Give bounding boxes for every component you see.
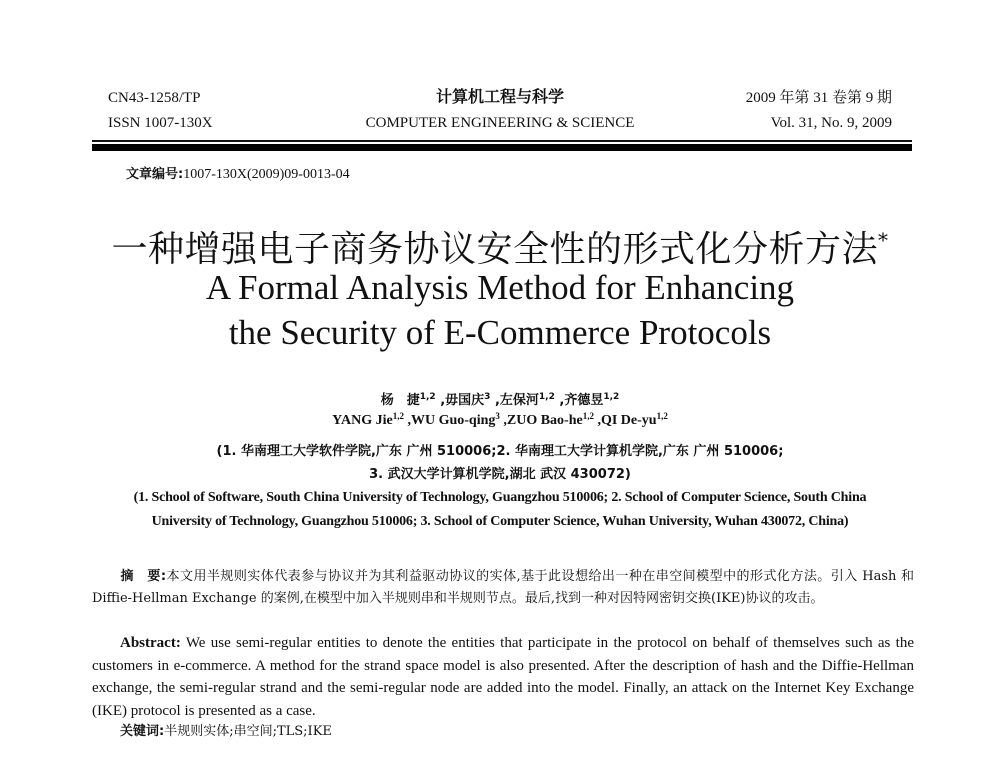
author-separator: ,	[490, 393, 500, 408]
author-en: WU Guo-qing	[410, 413, 496, 428]
author-sup: 1,2	[538, 392, 555, 402]
author-cn: 左保河	[499, 393, 539, 408]
affiliation-en-line1: (1. School of Software, South China University of Technology, Guangzhou 510006; 2. School of Computer Science, South China	[133, 490, 867, 505]
abstract-en	[92, 632, 914, 722]
issue-cn: 2009 年第 31 卷第 9 期	[745, 90, 892, 106]
journal-title-cn: 计算机工程与科学	[435, 87, 564, 106]
abstract-en-label: Abstract:	[120, 635, 181, 651]
abstract-cn-label: 摘 要:	[120, 569, 167, 584]
abstract-cn-text: 本文用半规则实体代表参与协议并为其利益驱动协议的实体,基于此设想给出一种在串空间模型中的形式化方法。引入 Hash 和 Diffie-Hellman Exchange 的案例,在模型中加入半规则串和半规则节点。最后,找到一种对因特网密钥交换(IKE)协议的攻击。	[92, 569, 915, 606]
issue-en: Vol. 31, No. 9, 2009	[770, 115, 892, 131]
author-separator: ,	[435, 393, 446, 408]
affiliation-cn-line1: (1. 华南理工大学软件学院,广东 广州 510006;2. 华南理工大学计算机学院,广东 广州 510006;	[216, 444, 784, 459]
author-cn: 齐德昱	[564, 393, 604, 408]
author-sup: 1,2	[419, 392, 436, 402]
author-separator: ,	[593, 413, 601, 428]
affiliation-cn-line2: 3. 武汉大学计算机学院,湖北 武汉 430072)	[369, 467, 631, 482]
author-sup: 1,2	[582, 411, 594, 421]
keywords	[120, 720, 332, 739]
author-en: ZUO Bao-he	[506, 413, 583, 428]
author-cn: 杨 捷	[380, 393, 420, 408]
authors-cn	[0, 389, 1000, 408]
title-en-line1: A Formal Analysis Method for Enhancing	[205, 268, 795, 307]
cn-code: CN43-1258/TP	[108, 90, 201, 106]
author-sup: 1,2	[656, 411, 668, 421]
author-separator: ,	[554, 393, 565, 408]
header-rule-thick	[92, 144, 912, 151]
issn: ISSN 1007-130X	[108, 115, 213, 131]
article-number	[126, 163, 350, 183]
author-sup: 3	[484, 392, 491, 402]
journal-title-en: COMPUTER ENGINEERING & SCIENCE	[365, 115, 635, 131]
author-separator: ,	[499, 413, 507, 428]
article-number-label: 文章编号:	[126, 167, 184, 182]
title-cn	[0, 218, 1000, 272]
author-sup: 1,2	[603, 392, 620, 402]
author-sup: 1,2	[392, 411, 404, 421]
title-en-line2: the Security of E-Commerce Protocols	[228, 313, 772, 352]
keywords-label: 关键词:	[120, 724, 165, 739]
keywords-text: 半规则实体;串空间;TLS;IKE	[164, 724, 332, 739]
abstract-en-text: We use semi-regular entities to denote the entities that participate in the protocol on behalf of themselves such as the customers in e-commerce. A method for the strand space model is also presented. After the description of hash and the Diffie-Hellman exchange, the semi-regular strand and the semi-regular node are added into the model. Finally, an attack on the Internet Key Exchange (IKE) protocol is presented as a case.	[92, 635, 914, 719]
author-sup: 3	[495, 411, 500, 421]
author-en: YANG Jie	[332, 413, 393, 428]
author-separator: ,	[403, 413, 411, 428]
header-rule-thin	[92, 140, 912, 142]
article-number-value: 1007-130X(2009)09-0013-04	[183, 167, 350, 182]
title-cn-text: 一种增强电子商务协议安全性的形式化分析方法	[111, 229, 878, 270]
authors-en	[0, 411, 1000, 429]
affiliation-en-line2: University of Technology, Guangzhou 510006; 3. School of Computer Science, Wuhan University, Wuhan 430072, China)	[151, 514, 849, 529]
abstract-cn	[92, 566, 914, 610]
author-cn: 毋国庆	[445, 393, 485, 408]
author-en: QI De-yu	[600, 413, 657, 428]
title-footnote-marker: *	[878, 228, 889, 252]
